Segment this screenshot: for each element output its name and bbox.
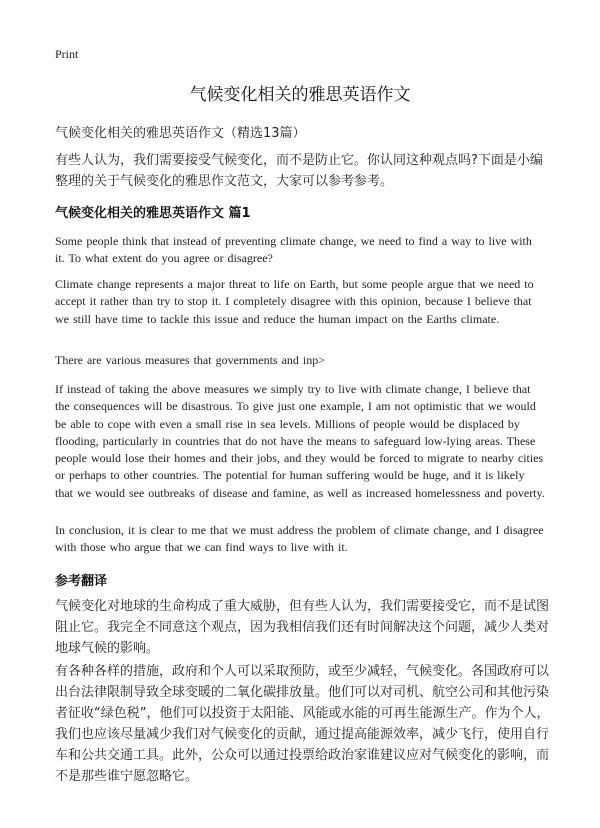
essay-paragraph: If instead of taking the above measures we simply try to live with climate change, I believe that the consequences will be disastrous. To give just one example, I am not optimistic that we would be able to cope with even a small rise in sea levels. Millions of people would be displaced by flooding, particularly in countries that do not have the means to safeguard low-lying areas. These people would lose their homes and their jobs, and they would be forced to migrate to nearby cities or perhaps to other countries. The potential for human suffering would be huge, and it is likely that we would see outbreaks of disease and famine, as well as increased homelessness and poverty. [55,382,545,500]
document-subtitle: 气候变化相关的雅思英语作文（精选13篇） [55,126,306,141]
essay-paragraph: In conclusion, it is clear to me that we must address the problem of climate change, and I disagree with those who argue that we can find ways to live with it. [55,523,544,555]
essay-paragraph: Climate change represents a major threat to life on Earth, but some people argue that we need to accept it rather than try to stop it. I completely disagree with this opinion, because I believe that we still have time to tackle this issue and reduce the human impact on the Earths climate. [55,277,534,326]
intro-paragraph: 有些人认为，我们需要接受气候变化，而不是防止它。你认同这种观点吗?下面是小编整理的关于气候变化的雅思作文范文，大家可以参考参考。 [55,153,543,189]
translation-heading: 参考翻译 [55,574,108,589]
essay-heading: 气候变化相关的雅思英语作文 篇1 [55,206,251,221]
page-title: 气候变化相关的雅思英语作文 [189,85,411,105]
translation-paragraph: 有各种各样的措施，政府和个人可以采取预防，或至少减轻，气候变化。各国政府可以出台法律限制导致全球变暖的二氧化碳排放量。他们可以对司机、航空公司和其他污染者征收“绿色税”，他们可以投资于太阳能、风能或水能的可再生能源生产。作为个人，我们也应该尽量减少我们对气候变化的贡献，通过提高能源效率，减少飞行，使用自行车和公共交通工具。此外，公众可以通过投票给政治家谁建议应对气候变化的影响，而不是那些谁宁愿忽略它。 [55,664,550,784]
essay-paragraph: Some people think that instead of preventing climate change, we need to find a way to live with it. To what extent do you agree or disagree? [55,234,532,266]
translation-paragraph: 气候变化对地球的生命构成了重大威胁，但有些人认为，我们需要接受它，而不是试图阻止它。我完全不同意这个观点，因为我相信我们还有时间解决这个问题，减少人类对地球气候的影响。 [55,599,550,656]
print-label: Print [55,47,79,61]
essay-paragraph: There are various measures that governments and inp> [55,353,326,367]
